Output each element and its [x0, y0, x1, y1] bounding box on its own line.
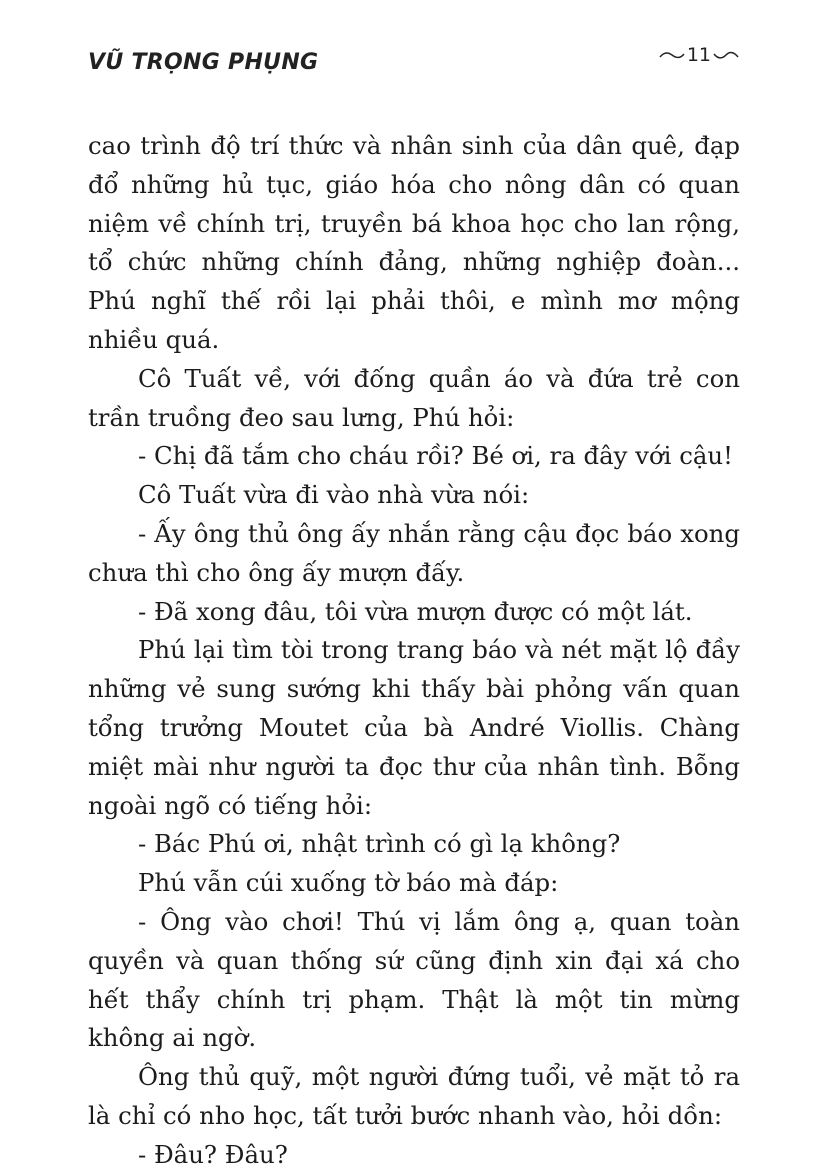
dialogue-line: - Chị đã tắm cho cháu rồi? Bé ơi, ra đây với cậu! — [138, 441, 733, 471]
paragraph: cao trình độ trí thức và nhân sinh của dân quê, đạp đổ những hủ tục, giáo hóa cho nông dân có quan niệm về chính trị, truyền bá khoa học cho lan rộng, tổ chức những chính đảng, những nghiệp đoàn... Phú nghĩ thế rồi lại phải thôi, e mình mơ mộng nhiều quá. — [88, 131, 740, 354]
flourish-left-icon — [659, 50, 685, 60]
paragraph: Phú lại tìm tòi trong trang báo và nét mặt lộ đầy những vẻ sung sướng khi thấy bài phỏng vấn quan tổng trưởng Moutet của bà André Viollis. Chàng miệt mài như người ta đọc thư của nhân tình. Bỗng ngoài ngõ có tiếng hỏi: — [88, 635, 740, 820]
running-head-author: VŨ TRỌNG PHỤNG — [88, 50, 319, 75]
dialogue-line: - Ấy ông thủ ông ấy nhắn rằng cậu đọc báo xong chưa thì cho ông ấy mượn đấy. — [88, 518, 740, 587]
flourish-right-icon — [713, 50, 739, 60]
paragraph: Cô Tuất vừa đi vào nhà vừa nói: — [138, 480, 530, 510]
paragraph: Ông thủ quỹ, một người đứng tuổi, vẻ mặt tỏ ra là chỉ có nho học, tất tưởi bước nhanh vào, hỏi dồn: — [88, 1062, 740, 1130]
paragraph: Phú vẫn cúi xuống tờ báo mà đáp: — [138, 868, 559, 898]
dialogue-line: - Đã xong đâu, tôi vừa mượn được có một lát. — [138, 596, 693, 626]
dialogue-line: - Ông vào chơi! Thú vị lắm ông ạ, quan toàn quyền và quan thống sứ cũng định xin đại xá cho hết thẩy chính trị phạm. Thật là một tin mừng không ai ngờ. — [88, 906, 740, 1053]
dialogue-line: - Đâu? Đâu? — [138, 1139, 288, 1169]
page-number-text: 11 — [686, 44, 711, 66]
page-number — [659, 44, 739, 66]
dialogue-line: - Bác Phú ơi, nhật trình có gì lạ không? — [138, 829, 621, 859]
paragraph: Cô Tuất về, với đống quần áo và đứa trẻ con trần truồng đeo sau lưng, Phú hỏi: — [88, 363, 740, 432]
body-text — [88, 127, 740, 1175]
